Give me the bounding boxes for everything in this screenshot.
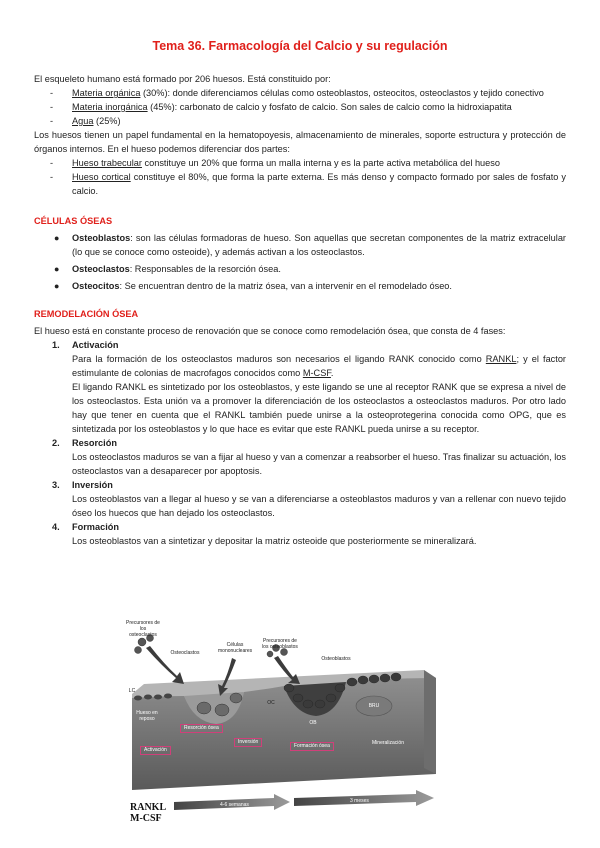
phase-formacion: 4. Formación Los osteoblastos van a sintetizar y depositar la matriz osteoide que posteriormente se mineralizará. — [34, 520, 566, 548]
functions-paragraph: Los huesos tienen un papel fundamental en la hematopoyesis, almacenamiento de minerales, soporte estructura y protección de órganos internos. En el hueso podemos diferenciar dos partes: — [34, 130, 566, 154]
bullet-icon: ● — [54, 264, 60, 274]
phase-text: Los osteoclastos maduros se van a fijar al hueso y van a comenzar a reabsorber el hueso. Tras finalizar su actuación, los osteoclastos van a desaparecer por apoptosis. — [72, 452, 566, 476]
composition-list — [34, 86, 566, 128]
bone-parts-list — [34, 156, 566, 198]
cells-list — [34, 231, 566, 293]
term-hueso-trabecular: Hueso trabecular — [72, 158, 142, 168]
label-semanas: 4-6 semanas — [220, 802, 249, 808]
label-oc: OC — [267, 700, 275, 706]
term-agua: Agua — [72, 116, 94, 126]
phase-activacion: 1. Activación Para la formación de los osteoclastos maduros son necesarios el ligando RANK conocido como RANKL; y el factor estimulante de colonias de macrofagos conocidos como M-CSF. El ligando RANKL es sintetizado por los osteoblastos, y este ligando se une al receptor RANK que se expresa a nivel de los osteoclastos. Esta unión va a promover la diferenciación de los osteoclastos a osteoclastos maduros. Por otro lado hay que tener en cuenta que el RANKL también puede unirse a la osteoprotegerina conocida como OPG, que es sintetizada por los osteoblastos y lo que hace es evitar que este RANKL pueda unirse a su receptor. — [52, 340, 566, 434]
label-activacion: Activación — [140, 746, 171, 755]
phase-title: Formación — [72, 522, 119, 532]
remodel-intro: El hueso está en constante proceso de renovación que se conoce como remodelación ósea, que consta de 4 fases: — [34, 326, 506, 336]
term-materia-organica: Materia orgánica — [72, 88, 141, 98]
bone-side — [424, 670, 436, 774]
phase-title: Inversión — [72, 480, 113, 490]
label-lc: LC — [128, 688, 136, 694]
term-hueso-cortical: Hueso cortical — [72, 172, 131, 182]
phase-text: Para la formación de los osteoclastos maduros son necesarios el ligando RANK conocido como RANKL; y el factor estimulante de colonias de macrofagos conocidos como M-CSF. — [72, 354, 566, 378]
label-precursores-osteoblastos: Precursores de los osteoblastos — [262, 638, 298, 650]
document-body — [34, 72, 566, 548]
bullet-icon: ● — [54, 233, 60, 243]
label-inversion: Inversión — [234, 738, 262, 747]
section-heading-celulas: CÉLULAS ÓSEAS — [34, 216, 113, 226]
list-item: - Hueso cortical constituye el 80%, que forma la parte externa. Es más denso y compacto formado por sales de fosfato y calcio. — [50, 172, 566, 196]
label-bru: BRU — [368, 703, 380, 709]
page-title: Tema 36. Farmacología del Calcio y su regulación — [152, 39, 448, 53]
label-ob: OB — [309, 720, 317, 726]
label-precursores-osteoclastos: Precursores de los osteoclastos — [126, 620, 160, 638]
label-meses: 3 meses — [350, 798, 369, 804]
term-materia-inorganica: Materia inorgánica — [72, 102, 148, 112]
phases-list — [34, 338, 566, 548]
phase-text: El ligando RANKL es sintetizado por los osteoblastos, y este ligando se une al receptor RANK que se expresa a nivel de los osteoclastos. Esta unión va a promover la diferenciación de los osteoclastos a osteoclastos maduros. Por otro lado hay que tener en cuenta que el RANKL también puede unirse a la osteoprotegerina conocida como OPG, que es sintetizada por los osteoblastos y lo que hace es evitar que este RANKL pueda unirse a su receptor. — [72, 382, 566, 434]
label-osteoclastos: Osteoclastos — [170, 650, 200, 656]
list-item: - Materia orgánica (30%): donde diferenciamos células como osteoblastos, osteocitos, osteoclastos y tejido conectivo — [50, 88, 544, 98]
list-item: ● Osteocitos: Se encuentran dentro de la matriz ósea, van a intervenir en el remodelado óseo. — [54, 281, 452, 291]
intro-paragraph: El esqueleto humano está formado por 206 huesos. Está constituido por: — [34, 74, 331, 84]
label-celulas-mononucleares: Células mononucleares — [218, 642, 253, 654]
label-mineralizacion: Mineralización — [372, 740, 404, 746]
bullet-icon: ● — [54, 281, 60, 291]
label-rankl-mcsf: RANKL M-CSF — [130, 802, 167, 824]
phase-text: Los osteoblastos van a sintetizar y depositar la matriz osteoide que posteriormente se mineralizará. — [72, 536, 477, 546]
label-hueso-reposo: Hueso en reposo — [136, 710, 158, 722]
phase-inversion: 3. Inversión Los osteoblastos van a llegar al hueso y se van a diferenciarse a osteoblastos maduros y van a rellenar con nuevo tejido óseo los huecos que han dejado los osteoclastos. — [52, 480, 566, 518]
label-osteoblastos: Osteoblastos — [321, 656, 351, 662]
label-formacion-osea: Formación ósea — [290, 742, 334, 751]
list-item: - Agua (25%) — [50, 116, 121, 126]
list-item: - Hueso trabecular constituye un 20% que forma un malla interna y es la parte activa metabólica del hueso — [50, 158, 500, 168]
phase-resorcion: 2. Resorción Los osteoclastos maduros se van a fijar al hueso y van a comenzar a reabsorber el hueso. Tras finalizar su actuación, los osteoclastos van a desaparecer por apoptosis. — [52, 438, 566, 476]
list-item: ● Osteoblastos: son las células formadoras de hueso. Son aquellas que secretan componentes de la matriz extracelular (lo que se conoce como osteoide), y además activan a los osteoclastos. — [54, 233, 566, 257]
label-resorcion-osea: Resorción ósea — [180, 724, 223, 733]
phase-title: Resorción — [72, 438, 117, 448]
phase-text: Los osteoblastos van a llegar al hueso y se van a diferenciarse a osteoblastos maduros y van a rellenar con nuevo tejido óseo los huecos que han dejado los osteoclastos. — [72, 494, 566, 518]
list-item: - Materia inorgánica (45%): carbonato de calcio y fosfato de calcio. Son sales de calcio como la hidroxiapatita — [50, 102, 512, 112]
phase-title: Activación — [72, 340, 119, 350]
section-heading-remodelacion: REMODELACIÓN ÓSEA — [34, 309, 139, 319]
list-item: ● Osteoclastos: Responsables de la resorción ósea. — [54, 264, 281, 274]
bone-remodeling-figure — [124, 618, 440, 828]
